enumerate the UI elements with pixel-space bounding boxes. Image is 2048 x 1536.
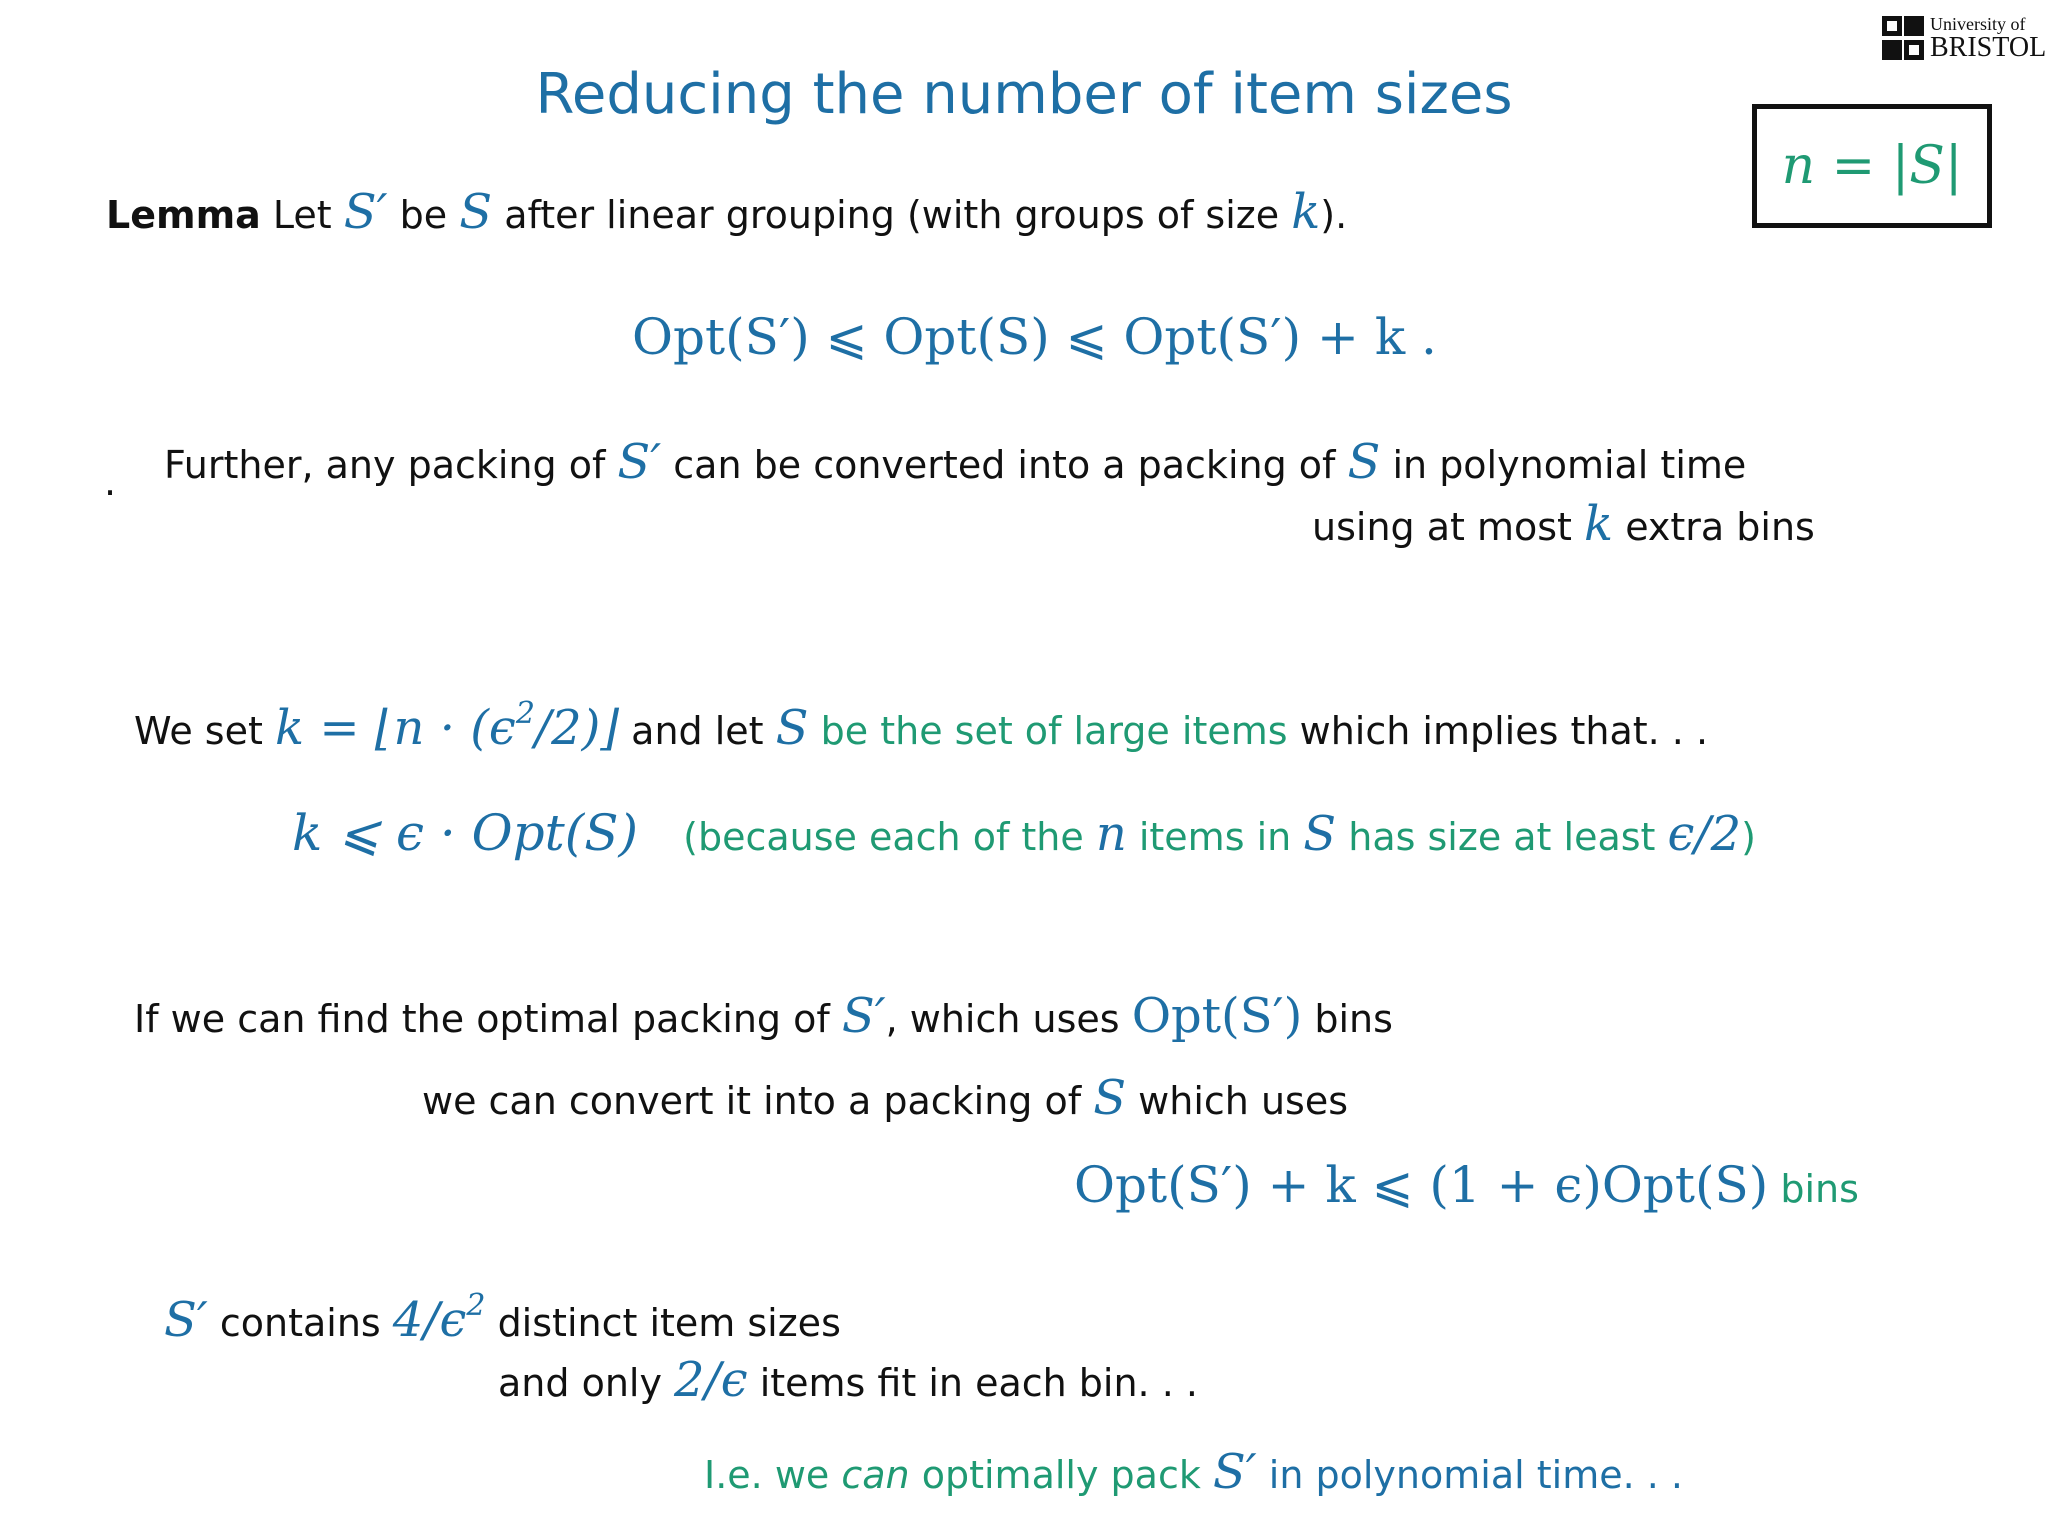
reason-text-3: has size at least (1336, 815, 1668, 859)
reason-s: S (1303, 806, 1337, 862)
optimal-s-prime: S′ (841, 988, 886, 1044)
further-line-2 (1312, 496, 1815, 552)
optimal-bins: bins (1768, 1167, 1859, 1211)
lemma-text-2: be (387, 193, 460, 237)
lemma-text-3: after linear grouping (with groups of size (492, 193, 1292, 237)
k-bound-line (292, 804, 1756, 862)
university-logo (1882, 14, 2047, 64)
optimal-bound: Opt(S′) + k ⩽ (1 + ϵ)Opt(S) (1074, 1156, 1769, 1214)
further-text-4: using at most (1312, 505, 1585, 549)
weset-large-items: be the set of large items (808, 709, 1288, 753)
conclusion-text-2: optimally pack (909, 1453, 1213, 1497)
weset-text-1: We set (134, 709, 275, 753)
we-set-line (134, 696, 1709, 756)
conclusion-line (704, 1444, 1683, 1500)
box-formula: n = |S| (1781, 136, 1963, 196)
optimal-text-5: which uses (1126, 1079, 1349, 1123)
contains-line-1 (164, 1288, 841, 1348)
k-bound-reason (683, 806, 1756, 862)
reason-text-4: ) (1741, 815, 1756, 859)
lemma-s: S (459, 184, 493, 240)
weset-formula-end: /2)⌋ (534, 700, 620, 756)
optimal-line-3 (1074, 1156, 1859, 1214)
further-text-3: in polynomial time (1380, 443, 1747, 487)
optimal-s: S (1093, 1070, 1127, 1126)
contains-text-2: distinct item sizes (485, 1301, 841, 1345)
further-s-prime: S′ (617, 434, 662, 490)
conclusion-text-3: in polynomial time. . . (1256, 1453, 1683, 1497)
weset-s: S (775, 700, 809, 756)
optimal-text-4: we can convert it into a packing of (422, 1079, 1094, 1123)
contains-text-1: contains (207, 1301, 393, 1345)
further-s: S (1347, 434, 1381, 490)
contains-text-4: items fit in each bin. . . (747, 1361, 1198, 1405)
reason-eps: ϵ/2 (1667, 806, 1742, 862)
conclusion-can: can (841, 1453, 910, 1497)
further-text-2: can be converted into a packing of (661, 443, 1348, 487)
conclusion-s-prime: S′ (1212, 1444, 1257, 1500)
optimal-line-2 (422, 1070, 1348, 1126)
weset-formula: k = ⌊n · (ϵ (274, 700, 516, 756)
lemma-text-4: ). (1320, 193, 1348, 237)
contains-formula-2: 2/ϵ (674, 1352, 748, 1408)
weset-text-3: which implies that. . . (1287, 709, 1709, 753)
conclusion-text-1: I.e. we (704, 1453, 842, 1497)
optimal-opt: Opt(S′) (1131, 988, 1303, 1044)
optimal-text-1: If we can find the optimal packing of (134, 997, 842, 1041)
weset-exponent: 2 (515, 696, 535, 731)
logo-text-line2: BRISTOL (1930, 32, 2047, 63)
further-text-1: Further, any packing of (164, 443, 618, 487)
lemma-k: k (1291, 184, 1321, 240)
logo-text-line1: University of (1930, 14, 2026, 34)
n-equals-size-box (1752, 104, 1992, 228)
contains-s-prime: S′ (164, 1292, 208, 1348)
weset-text-2: and let (619, 709, 776, 753)
optimal-text-3: bins (1302, 997, 1393, 1041)
bullet-dot: . (104, 460, 117, 504)
slide-title: Reducing the number of item sizes (535, 62, 1513, 127)
contains-exponent: 2 (466, 1288, 486, 1323)
lemma-s-prime: S′ (343, 184, 388, 240)
contains-line-2 (498, 1352, 1198, 1408)
reason-n: n (1095, 806, 1127, 862)
optimal-line-1 (134, 988, 1393, 1044)
lemma-text-1: Let (260, 193, 344, 237)
lemma-statement (106, 184, 1347, 240)
k-bound-formula: k ⩽ ϵ · Opt(S) (292, 804, 639, 862)
lemma-label: Lemma (106, 193, 261, 237)
reason-text-2: items in (1126, 815, 1304, 859)
contains-text-3: and only (498, 1361, 675, 1405)
further-k: k (1584, 496, 1614, 552)
optimal-text-2: , which uses (885, 997, 1132, 1041)
reason-text-1: (because each of the (683, 815, 1096, 859)
contains-formula-1: 4/ϵ (392, 1292, 467, 1348)
further-line-1 (164, 434, 1746, 490)
further-text-5: extra bins (1613, 505, 1815, 549)
opt-inequality: Opt(S′) ⩽ Opt(S) ⩽ Opt(S′) + k . (632, 308, 1437, 366)
